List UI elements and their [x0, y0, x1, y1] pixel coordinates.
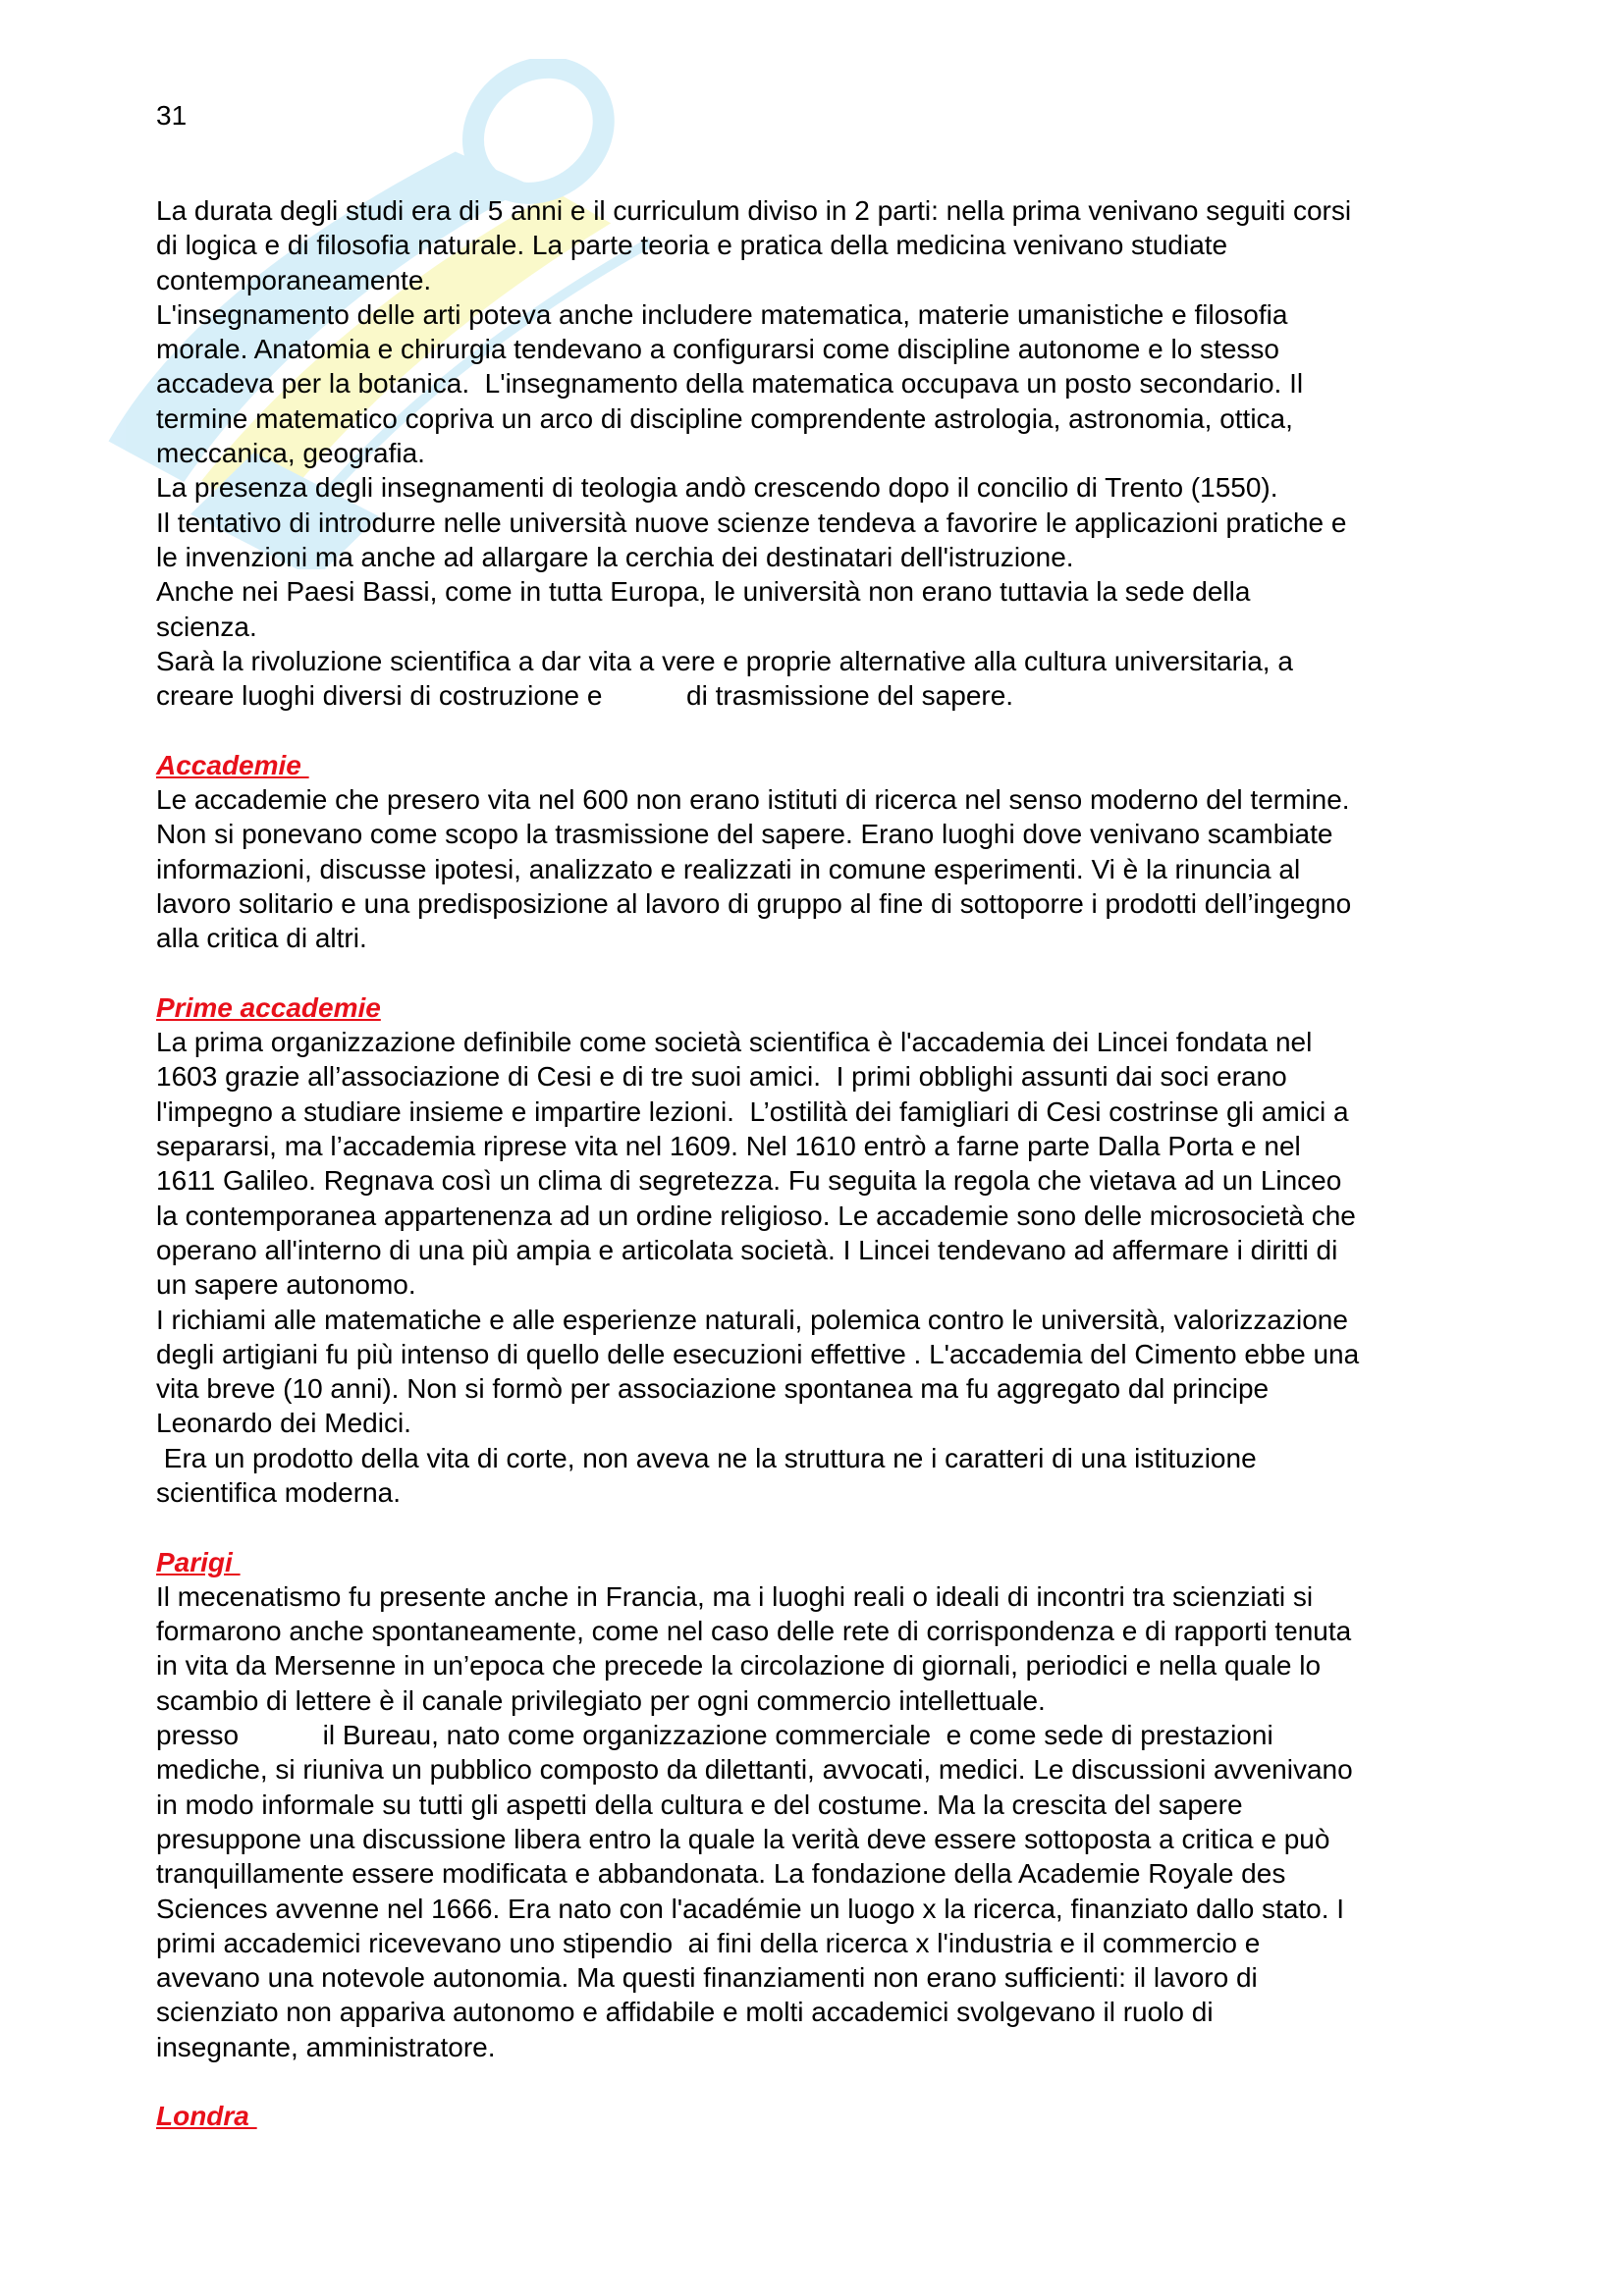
- text-line: contemporaneamente.: [156, 264, 432, 295]
- text-line: in modo informale su tutti gli aspetti della cultura e del costume. Ma la crescita del sapere: [156, 1789, 1243, 1820]
- section-heading-parigi: Parigi: [156, 1546, 241, 1577]
- text-line: avevano una notevole autonomia. Ma questi finanziamenti non erano sufficienti: il lavoro di: [156, 1962, 1258, 1994]
- text-line: le invenzioni ma anche ad allargare la cerchia dei destinatari dell'istruzione.: [156, 541, 1074, 572]
- text-line: Sciences avvenne nel 1666. Era nato con l'académie un luogo x la ricerca, finanziato dallo stato. I: [156, 1893, 1345, 1924]
- page-number: 31: [156, 100, 188, 131]
- text-line: Non si ponevano come scopo la trasmissione del sapere. Erano luoghi dove venivano scambiate: [156, 819, 1333, 850]
- document-body: [156, 193, 1491, 2134]
- text-line: scientifica moderna.: [156, 1476, 402, 1508]
- text-line: accadeva per la botanica. L'insegnamento della matematica occupava un posto secondario. Il: [156, 368, 1304, 400]
- text-line: presuppone una discussione libera entro la quale la verità deve essere sottoposta a critica e può: [156, 1823, 1330, 1854]
- text-line: Anche nei Paesi Bassi, come in tutta Europa, le università non erano tuttavia la sede della: [156, 576, 1251, 608]
- text-line: primi accademici ricevevano uno stipendio ai fini della ricerca x l'industria e il commercio e: [156, 1927, 1261, 1958]
- section-heading-londra: Londra: [156, 2101, 257, 2132]
- text-line: operano all'interno di una più ampia e articolata società. I Lincei tendevano ad affermare i diritti di: [156, 1234, 1338, 1265]
- text-line: 1603 grazie all’associazione di Cesi e di tre suoi amici. I primi obblighi assunti dai soci erano: [156, 1061, 1287, 1093]
- text-line: morale. Anatomia e chirurgia tendevano a configurarsi come discipline autonome e lo stesso: [156, 334, 1279, 365]
- text-line: Il tentativo di introdurre nelle università nuove scienze tendeva a favorire le applicazioni pratiche e: [156, 507, 1347, 538]
- text-line: La durata degli studi era di 5 anni e il curriculum diviso in 2 parti: nella prima venivano seguiti corsi: [156, 195, 1352, 226]
- text-line: un sapere autonomo.: [156, 1269, 416, 1301]
- text-line: Era un prodotto della vita di corte, non aveva ne la struttura ne i caratteri di una istituzione: [156, 1442, 1257, 1473]
- section-heading-prime-accademie: Prime accademie: [156, 991, 381, 1023]
- text-line: termine matematico copriva un arco di discipline comprendente astrologia, astronomia, ottica,: [156, 402, 1293, 434]
- text-line: meccanica, geografia.: [156, 438, 425, 469]
- text-line: vita breve (10 anni). Non si formò per associazione spontanea ma fu aggregato dal principe: [156, 1373, 1270, 1405]
- text-line: la contemporanea appartenenza ad un ordine religioso. Le accademie sono delle microsocietà che: [156, 1200, 1356, 1231]
- text-line: tranquillamente essere modificata e abbandonata. La fondazione della Academie Royale des: [156, 1858, 1286, 1890]
- text-line: L'insegnamento delle arti poteva anche includere matematica, materie umanistiche e filosofia: [156, 298, 1288, 330]
- text-line: lavoro solitario e una predisposizione al lavoro di gruppo al fine di sottoporre i prodotti dell’ingegno: [156, 887, 1352, 919]
- text-line: formarono anche spontaneamente, come nel caso delle rete di corrispondenza e di rapporti tenuta: [156, 1616, 1352, 1647]
- section-parigi: [156, 1545, 1491, 2064]
- text-line: Il mecenatismo fu presente anche in Francia, ma i luoghi reali o ideali di incontri tra scienziati si: [156, 1580, 1314, 1612]
- text-line: I richiami alle matematiche e alle esperienze naturali, polemica contro le università, valorizzazione: [156, 1304, 1348, 1335]
- text-line: insegnante, amministratore.: [156, 2031, 496, 2062]
- text-line: separarsi, ma l’accademia riprese vita nel 1609. Nel 1610 entrò a farne parte Dalla Porta e nel: [156, 1131, 1301, 1162]
- text-line: Le accademie che presero vita nel 600 non erano istituti di ricerca nel senso moderno del termine.: [156, 784, 1350, 816]
- text-line: scienza.: [156, 611, 257, 642]
- text-line: scienziato non appariva autonomo e affidabile e molti accademici svolgevano il ruolo di: [156, 1997, 1214, 2028]
- text-line: informazioni, discusse ipotesi, analizzato e realizzati in comune esperimenti. Vi è la rinuncia al: [156, 853, 1301, 884]
- text-line: l'impegno a studiare insieme e impartire lezioni. L’ostilità dei famigliari di Cesi costrinse gli amici a: [156, 1095, 1349, 1127]
- text-line: 1611 Galileo. Regnava così un clima di segretezza. Fu seguita la regola che vietava ad un Linceo: [156, 1165, 1342, 1197]
- text-line: alla critica di altri.: [156, 923, 367, 954]
- section-accademie: [156, 748, 1491, 956]
- text-line: La prima organizzazione definibile come società scientifica è l'accademia dei Lincei fondata nel: [156, 1027, 1313, 1058]
- text-line: Leonardo dei Medici.: [156, 1408, 411, 1439]
- section-heading-accademie: Accademie: [156, 749, 309, 780]
- section-intro: [156, 193, 1491, 713]
- text-line: La presenza degli insegnamenti di teologia andò crescendo dopo il concilio di Trento (1550).: [156, 472, 1278, 504]
- section-londra: [156, 2099, 1491, 2133]
- text-line: Sarà la rivoluzione scientifica a dar vita a vere e proprie alternative alla cultura universitaria, a: [156, 645, 1293, 676]
- section-prime-accademie: [156, 990, 1491, 1510]
- text-line: degli artigiani fu più intenso di quello delle esecuzioni effettive . L'accademia del Cimento ebbe una: [156, 1338, 1360, 1369]
- text-line: presso il Bureau, nato come organizzazione commerciale e come sede di prestazioni: [156, 1720, 1273, 1751]
- text-line: creare luoghi diversi di costruzione e di trasmissione del sapere.: [156, 680, 1014, 712]
- text-line: scambio di lettere è il canale privilegiato per ogni commercio intellettuale.: [156, 1684, 1046, 1716]
- text-line: di logica e di filosofia naturale. La parte teoria e pratica della medicina venivano studiate: [156, 230, 1228, 261]
- text-line: in vita da Mersenne in un’epoca che precede la circolazione di giornali, periodici e nella quale lo: [156, 1650, 1322, 1682]
- text-line: mediche, si riuniva un pubblico composto da dilettanti, avvocati, medici. Le discussioni avvenivano: [156, 1754, 1353, 1786]
